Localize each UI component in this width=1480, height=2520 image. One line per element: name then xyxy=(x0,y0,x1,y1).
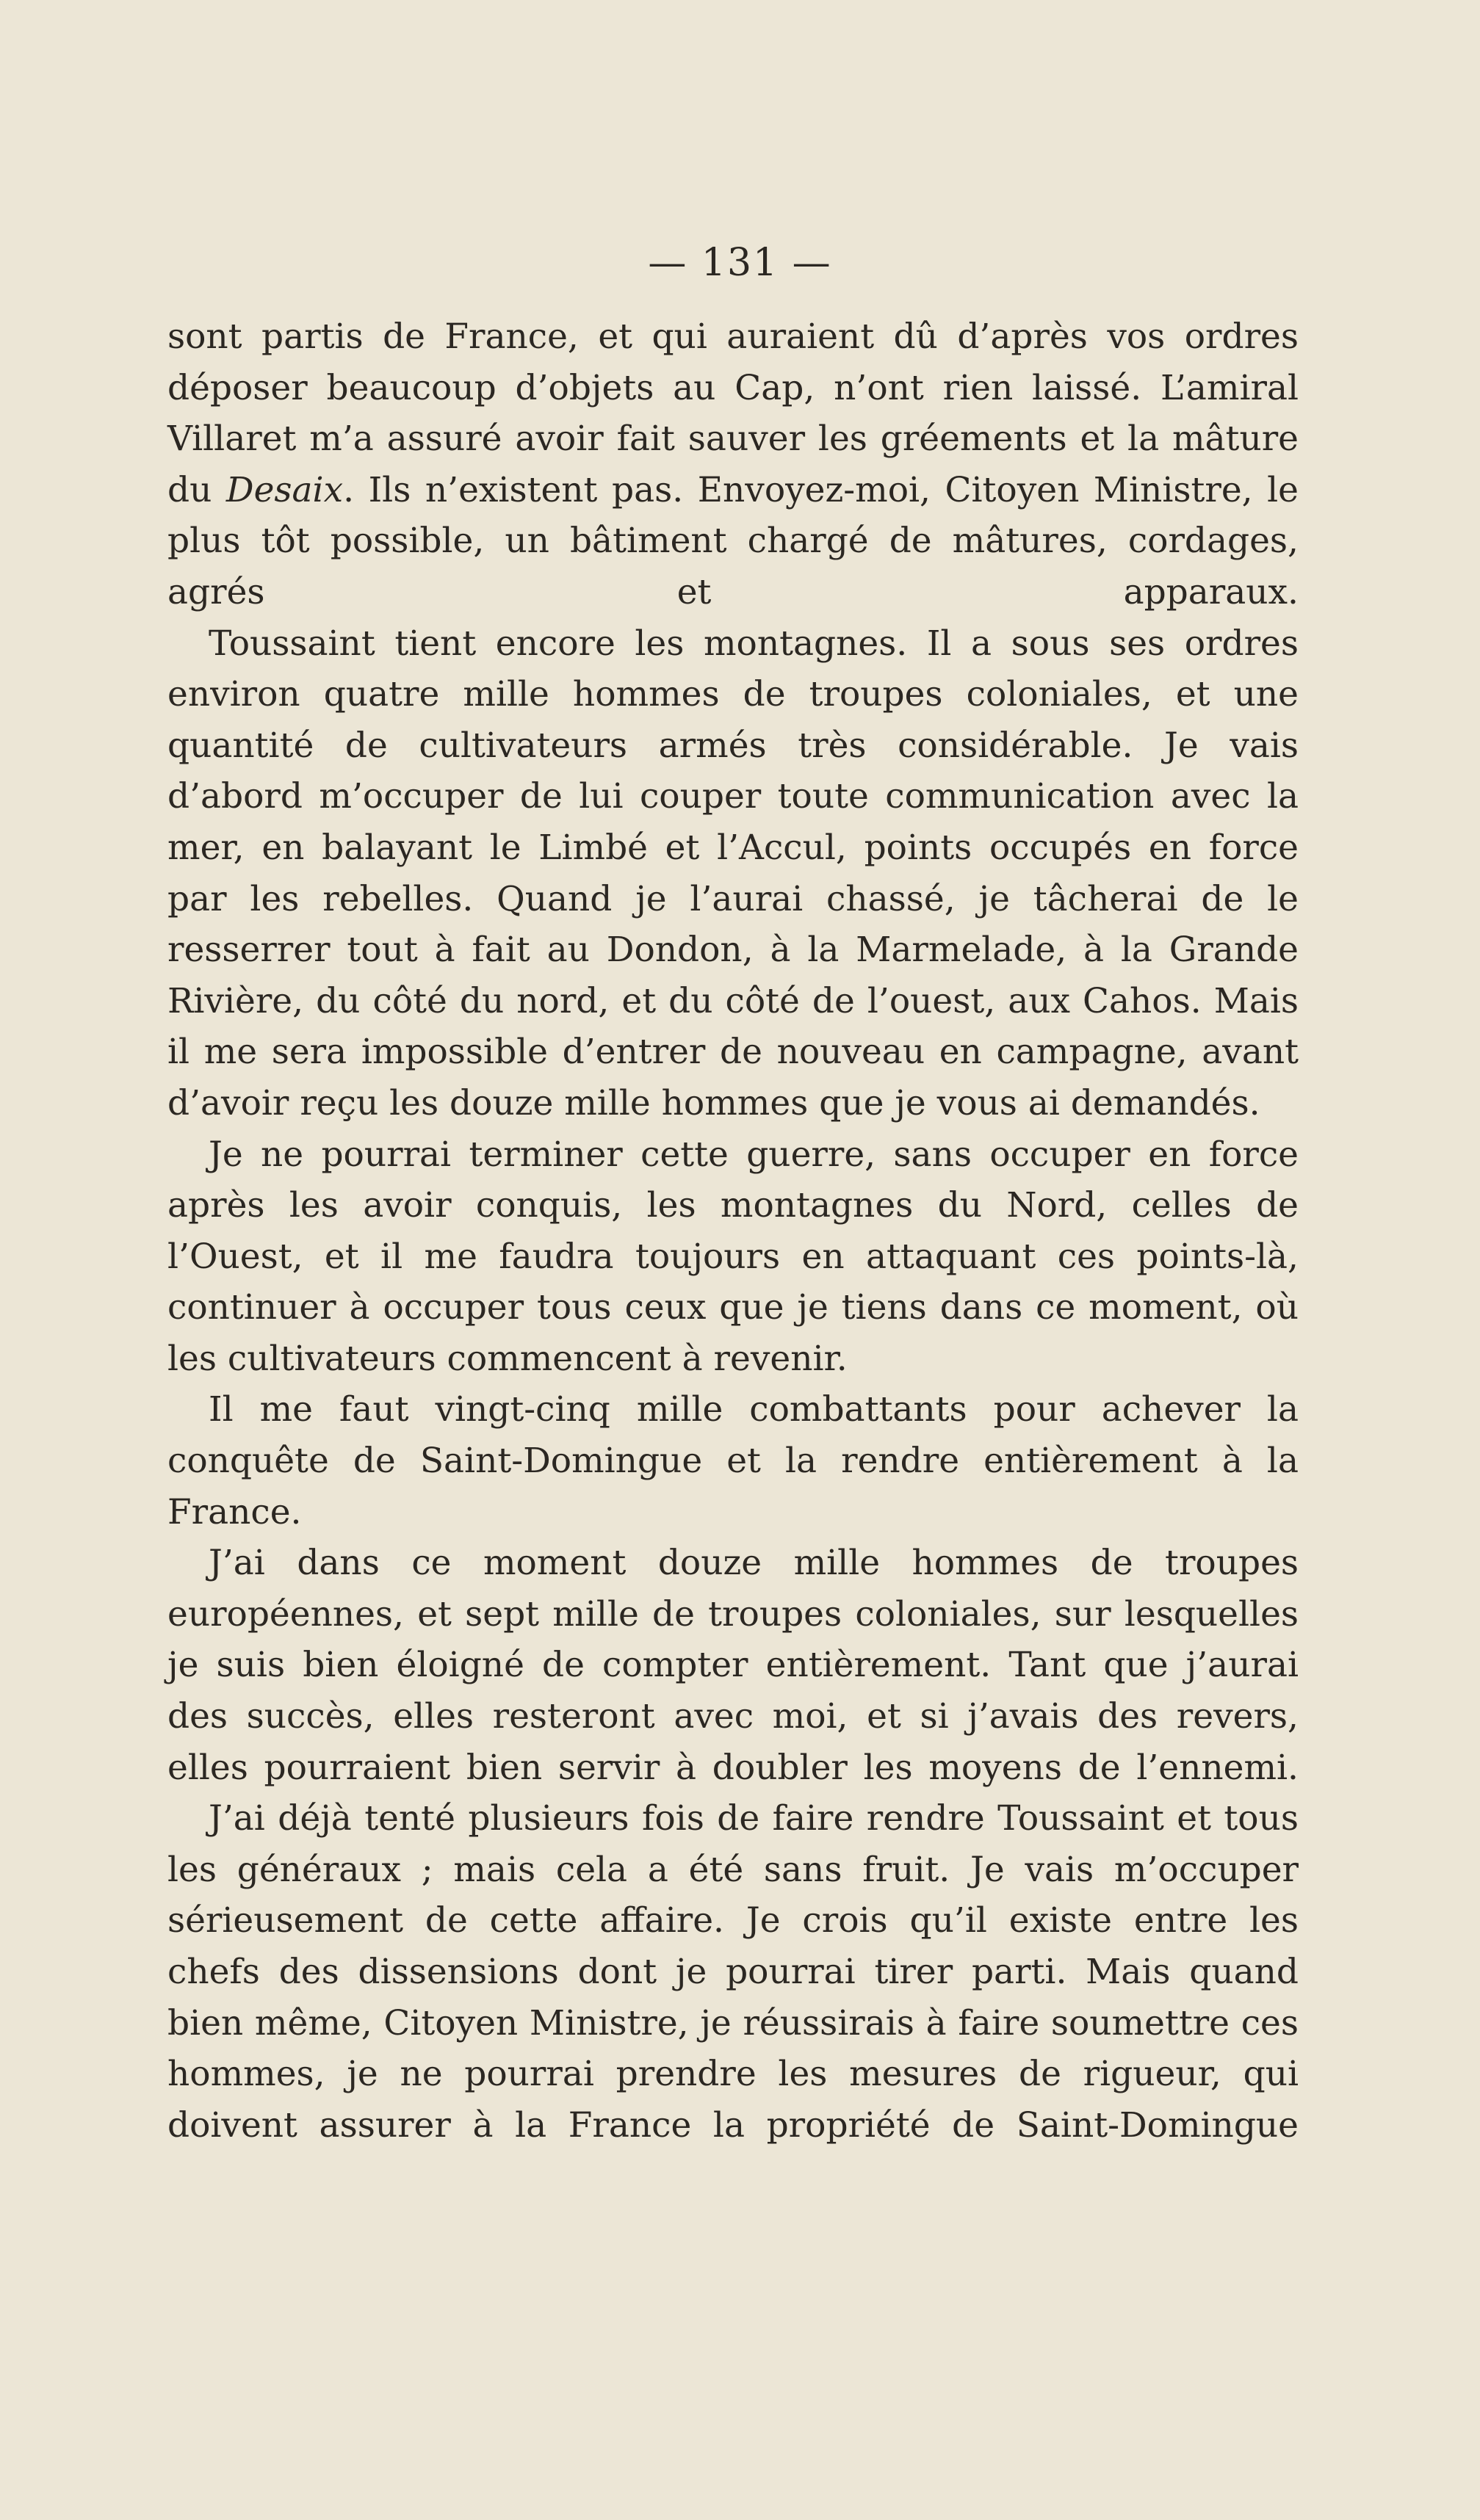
paragraph xyxy=(167,618,1299,1129)
text-run: Toussaint tient encore les montagnes. Il a sous ses ordres environ quatre mille hommes de troupes coloniales, et une quantité de cultivateurs armés très considérable. Je vais d’abord m’occuper de lui couper toute communication avec la mer, en balayant le Limbé et l’Accul, points occupés en force par les rebelles. Quand je l’aurai chassé, je tâcherai de le resserrer tout à fait au Dondon, à la Marmelade, à la Grande Rivière, du côté du nord, et du côté de l’ouest, aux Cahos. Mais il me sera impossible d’entrer de nouveau en campagne, avant d’avoir reçu les douze mille hommes que je vous ai demandés. xyxy=(167,623,1299,1123)
paragraph xyxy=(167,1384,1299,1538)
paragraph xyxy=(167,311,1299,618)
paragraph xyxy=(167,1129,1299,1385)
text-run: J’ai déjà tenté plusieurs fois de faire rendre Toussaint et tous les généraux ; mais cela a été sans fruit. Je vais m’occuper sérieusement de cette affaire. Je crois qu’il existe entre les chefs des dissensions dont je pourrai tirer parti. Mais quand bien même, Citoyen Ministre, je réussirais à faire soumettre ces hommes, je ne pourrai prendre les mesures de rigueur, qui doivent assurer à la France la propriété de Saint-Domingue xyxy=(167,1798,1299,2146)
text-run: sont partis de France, et qui auraient dû d’après vos ordres déposer beaucoup d’objets au Cap, n’ont rien laissé. L’amiral Villaret m’a assuré avoir fait sauver les gréements et la mâture du xyxy=(167,316,1299,510)
page-number: — 131 — xyxy=(648,241,832,285)
paragraph xyxy=(167,1793,1299,2151)
text-run: Il me faut vingt-cinq mille combattants pour achever la conquête de Saint-Domingue et la rendre entièrement à la France. xyxy=(167,1389,1299,1532)
text-run: . Ils n’existent pas. Envoyez-moi, Citoyen Ministre, le plus tôt possible, un bâtiment chargé de mâtures, cordages, agrés et apparaux. xyxy=(167,469,1299,612)
text-run: Je ne pourrai terminer cette guerre, sans occuper en force après les avoir conquis, les montagnes du Nord, celles de l’Ouest, et il me faudra toujours en attaquant ces points-là, continuer à occuper tous ceux que je tiens dans ce moment, où les cultivateurs commencent à revenir. xyxy=(167,1134,1299,1379)
italic-text: Desaix xyxy=(225,469,344,510)
text-run: J’ai dans ce moment douze mille hommes de troupes européennes, et sept mille de troupes coloniales, sur lesquelles je suis bien éloigné de compter entièrement. Tant que j’aurai des succès, elles resteront avec moi, et si j’avais des revers, elles pourraient bien servir à doubler les moyens de l’ennemi. xyxy=(167,1543,1299,1788)
body-text xyxy=(167,311,1299,2151)
paragraph xyxy=(167,1538,1299,1793)
